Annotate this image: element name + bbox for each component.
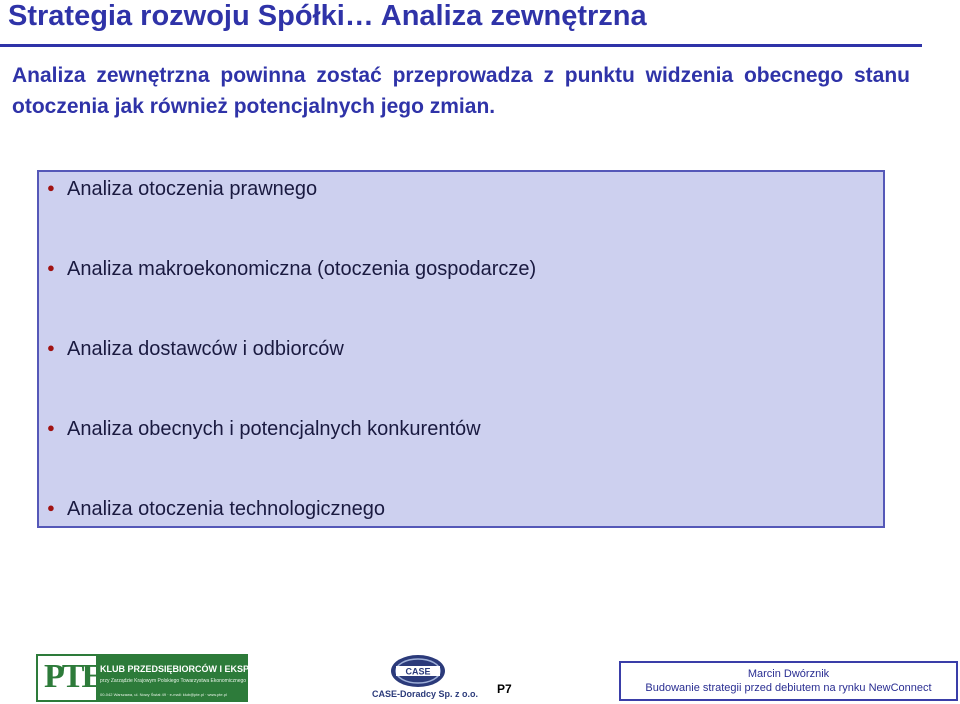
bullet-text: Analiza obecnych i potencjalnych konkurentów: [67, 418, 481, 440]
slide-title: Strategia rozwoju Spółki… Analiza zewnętrzna: [8, 0, 647, 32]
intro-paragraph: Analiza zewnętrzna powinna zostać przeprowadza z punktu widzenia obecnego stanu otoczenia jak również potencjalnych jego zmian.: [12, 64, 910, 118]
pte-logo-line2: przy Zarządzie Krajowym Polskiego Towarzystwa Ekonomicznego: [100, 678, 247, 684]
author-name: Marcin Dwórznik: [747, 668, 830, 680]
presentation-subtitle: Budowanie strategii przed debiutem na rynku NewConnect: [645, 682, 932, 694]
case-logo-text: CASE: [405, 666, 431, 677]
bullet-text: Analiza makroekonomiczna (otoczenia gospodarcze): [67, 258, 537, 280]
bullet-item: [47, 258, 536, 281]
case-caption: CASE-Doradcy Sp. z o.o.: [372, 689, 479, 699]
bullet-dot-icon: ●: [47, 260, 55, 275]
bullet-box: [37, 170, 885, 528]
bullet-text: Analiza dostawców i odbiorców: [67, 338, 344, 360]
pte-monogram-icon: PTE: [44, 658, 102, 695]
bullet-text: Analiza otoczenia technologicznego: [67, 498, 385, 520]
pte-badge: [38, 656, 102, 700]
bullet-item: [47, 418, 481, 441]
pte-logo-line1: KLUB PRZEDSIĘBIORCÓW I EKSPERTÓW: [100, 664, 283, 674]
bullet-dot-icon: ●: [47, 420, 55, 435]
pte-logo-line3: 00-042 Warszawa, ul. Nowy Świat 49 · e-mail: klub@pte.pl · www.pte.pl: [100, 692, 227, 697]
case-logo-icon: [390, 654, 446, 688]
bullet-dot-icon: ●: [47, 180, 55, 195]
title-divider: [0, 44, 922, 47]
bullet-text: Analiza otoczenia prawnego: [67, 178, 318, 200]
bullet-item: [47, 178, 317, 201]
bullet-item: [47, 498, 385, 521]
bullet-dot-icon: ●: [47, 340, 55, 355]
bullet-item: [47, 338, 344, 361]
author-box: [619, 661, 958, 701]
page-number: P7: [497, 682, 512, 696]
pte-logo: [36, 654, 283, 702]
bullet-dot-icon: ●: [47, 500, 55, 515]
